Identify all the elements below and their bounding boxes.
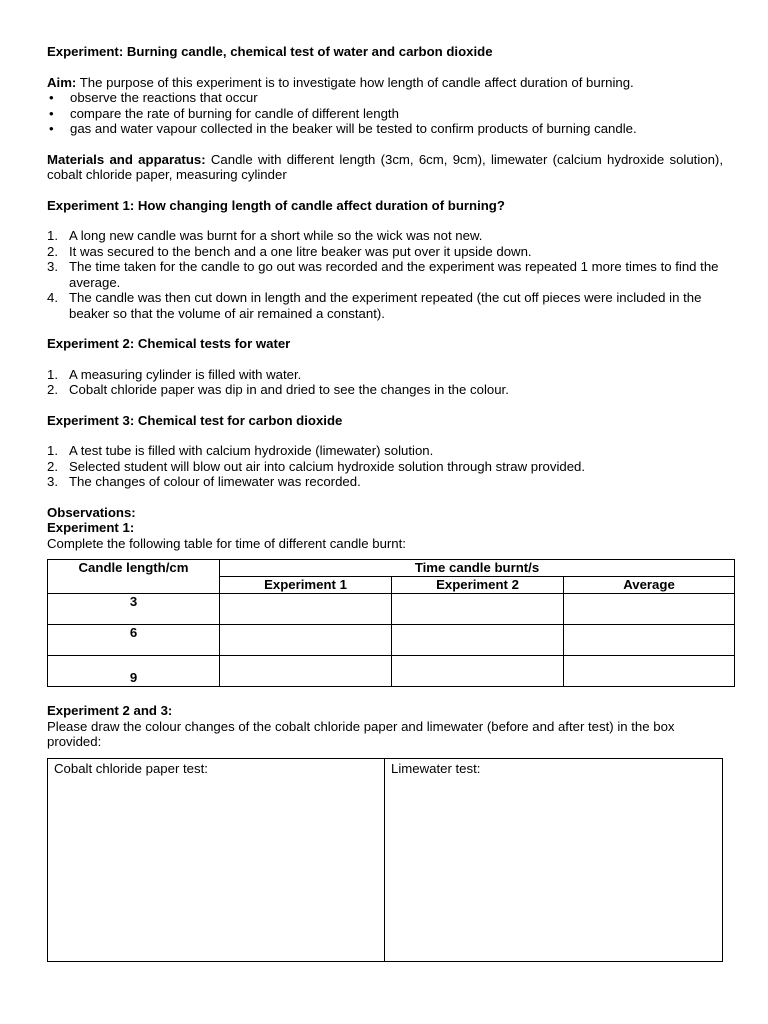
- input-cell[interactable]: [564, 594, 735, 625]
- aim-label: Aim:: [47, 74, 77, 90]
- limewater-box-label: Limewater test:: [391, 760, 481, 776]
- column-header-length: Candle length/cm: [48, 560, 220, 594]
- observations-experiment23-heading: Experiment 2 and 3:: [47, 703, 173, 718]
- list-item: 1. A long new candle was burnt for a short while so the wick was not new.: [47, 228, 483, 243]
- list-item: 1. A test tube is filled with calcium hydroxide (limewater) solution.: [47, 443, 434, 458]
- list-item: • compare the rate of burning for candle of different length: [49, 105, 399, 121]
- column-header-experiment1: Experiment 1: [220, 577, 392, 594]
- materials-label: Materials and apparatus:: [47, 151, 206, 167]
- drawing-boxes: [47, 758, 723, 962]
- cobalt-chloride-box-label: Cobalt chloride paper test:: [54, 760, 208, 776]
- table-row: [48, 656, 735, 687]
- length-cell: 9: [48, 656, 220, 687]
- table-row: [48, 594, 735, 625]
- column-header-average: Average: [564, 577, 735, 594]
- input-cell[interactable]: [564, 656, 735, 687]
- aim-paragraph: [47, 75, 723, 91]
- list-item: 2. Selected student will blow out air into calcium hydroxide solution through straw provided.: [47, 458, 586, 474]
- list-item: 3. The time taken for the candle to go out was recorded and the experiment was repeated 1 more times to find the average.: [47, 259, 719, 290]
- table-row: [48, 625, 735, 656]
- input-cell[interactable]: [564, 625, 735, 656]
- observations-heading: Observations:: [47, 504, 136, 520]
- input-cell[interactable]: [220, 625, 392, 656]
- list-item: 2. It was secured to the bench and a one litre beaker was put over it upside down.: [47, 243, 532, 259]
- page-title: Experiment: Burning candle, chemical test of water and carbon dioxide: [47, 44, 493, 59]
- bullet-icon: •: [49, 90, 54, 105]
- list-item: • gas and water vapour collected in the beaker will be tested to confirm products of burning candle.: [49, 121, 637, 136]
- column-header-time: Time candle burnt/s: [220, 560, 735, 577]
- list-item: 4. The candle was then cut down in length and the experiment repeated (the cut off pieces were included in the beaker so that the volume of air remained a constant).: [47, 290, 702, 321]
- input-cell[interactable]: [392, 594, 564, 625]
- list-item: • observe the reactions that occur: [49, 90, 258, 105]
- list-item: 3. The changes of colour of limewater was recorded.: [47, 474, 361, 489]
- cobalt-chloride-drawing-box[interactable]: [48, 758, 385, 961]
- materials-paragraph: [47, 152, 723, 183]
- input-cell[interactable]: [220, 656, 392, 687]
- materials-text: Candle with different length (3cm, 6cm, 9cm), limewater (calcium hydroxide solution), cobalt chloride paper, measuring cylinder: [47, 151, 723, 182]
- experiment3-title: Experiment 3: Chemical test for carbon dioxide: [47, 412, 343, 428]
- limewater-drawing-box[interactable]: [385, 758, 723, 961]
- input-cell[interactable]: [220, 594, 392, 625]
- observations-experiment1-heading: Experiment 1:: [47, 520, 135, 535]
- list-item: 2. Cobalt chloride paper was dip in and dried to see the changes in the colour.: [47, 382, 509, 397]
- list-item: 1. A measuring cylinder is filled with water.: [47, 366, 302, 382]
- length-cell: 3: [48, 594, 220, 625]
- input-cell[interactable]: [392, 625, 564, 656]
- column-header-experiment2: Experiment 2: [392, 577, 564, 594]
- experiment1-steps: [47, 228, 723, 321]
- experiment2-title: Experiment 2: Chemical tests for water: [47, 336, 291, 351]
- experiment3-steps: [47, 443, 723, 490]
- length-cell: 6: [48, 625, 220, 656]
- observations-instruction1: Complete the following table for time of different candle burnt:: [47, 535, 406, 551]
- worksheet-page: [47, 44, 723, 962]
- aim-bullet-list: [47, 90, 723, 137]
- bullet-icon: •: [49, 105, 54, 121]
- input-cell[interactable]: [392, 656, 564, 687]
- bullet-icon: •: [49, 121, 54, 136]
- aim-text: The purpose of this experiment is to investigate how length of candle affect duration of burning.: [76, 74, 634, 90]
- observations-instruction2: Please draw the colour changes of the cobalt chloride paper and limewater (before and after test) in the box provided:: [47, 718, 675, 749]
- experiment1-title: Experiment 1: How changing length of candle affect duration of burning?: [47, 197, 505, 213]
- experiment2-steps: [47, 367, 723, 398]
- candle-time-table: [47, 559, 735, 687]
